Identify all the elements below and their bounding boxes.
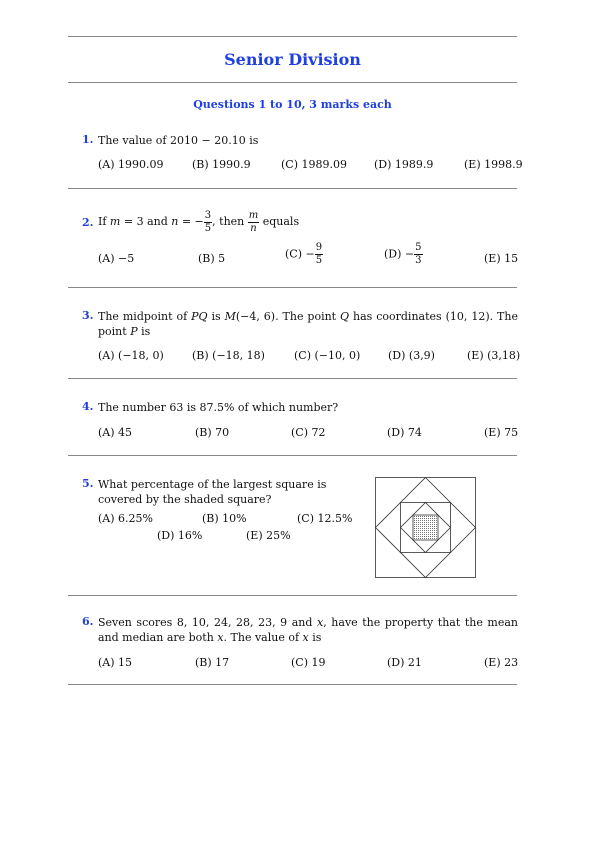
question-3-option-c: (C) (−10, 0) [294, 349, 361, 362]
question-1-option-b: (B) 1990.9 [192, 158, 251, 171]
question-5-option-a: (A) 6.25% [98, 512, 153, 525]
question-2-option-c: (C) − $\frac{9}{5}$ [285, 242, 323, 266]
question-3-option-e: (E) (3,18) [467, 349, 521, 362]
divider-4 [68, 455, 517, 456]
top-rule [68, 36, 517, 37]
fraction-m-over-n: $\frac{m}{n}$ [248, 209, 259, 234]
question-6-option-e: (E) 23 [484, 656, 519, 669]
question-5-text: What percentage of the largest square is covered by the shaded square? [98, 478, 327, 506]
question-4-number: 4. [82, 400, 94, 413]
fraction-3-over-5: $\frac{3}{5}$ [204, 209, 212, 234]
question-2-option-b: (B) 5 [198, 252, 226, 265]
question-4-option-d: (D) 74 [387, 426, 422, 439]
divider-6 [68, 684, 517, 685]
question-6-option-d: (D) 21 [387, 656, 422, 669]
question-6-option-c: (C) 19 [291, 656, 326, 669]
shaded-square [413, 515, 438, 540]
question-3-text: The midpoint of PQ is M(−4, 6). The point Q has coordinates (10, 12). The point P is [98, 310, 518, 338]
question-2-option-d: (D) − $\frac{5}{3}$ [384, 242, 422, 266]
question-6-number: 6. [82, 615, 94, 628]
question-3-number: 3. [82, 309, 94, 322]
question-1-option-e: (E) 1998.9 [464, 158, 523, 171]
divider-3 [68, 378, 517, 379]
question-1-option-c: (C) 1989.09 [281, 158, 347, 171]
question-6-text: Seven scores 8, 10, 24, 28, 23, 9 and x, have the property that the mean and median are both x. The value of x is [98, 616, 518, 644]
question-6-option-b: (B) 17 [195, 656, 230, 669]
question-1-number: 1. [82, 133, 94, 146]
question-5-option-c: (C) 12.5% [297, 512, 353, 525]
question-1-option-d: (D) 1989.9 [374, 158, 434, 171]
question-3-option-d: (D) (3,9) [388, 349, 435, 362]
question-5-option-d: (D) 16% [157, 529, 203, 542]
divider-2 [68, 287, 517, 288]
question-3-option-b: (B) (−18, 18) [192, 349, 265, 362]
page-title: Senior Division [224, 50, 361, 69]
question-2-option-a: (A) −5 [98, 252, 135, 265]
nested-squares-figure [374, 476, 478, 580]
divider-5 [68, 595, 517, 596]
divider-1 [68, 188, 517, 189]
question-2-text: If m = 3 and n = − $\frac{3}{5}$ , then $\frac{m}{n}$ equals [98, 209, 300, 234]
section-subtitle: Questions 1 to 10, 3 marks each [193, 98, 392, 111]
question-5-number: 5. [82, 477, 94, 490]
question-5-option-b: (B) 10% [202, 512, 247, 525]
question-5-option-e: (E) 25% [246, 529, 291, 542]
question-2-option-e: (E) 15 [484, 252, 519, 265]
question-1-option-a: (A) 1990.09 [98, 158, 164, 171]
question-4-option-a: (A) 45 [98, 426, 133, 439]
question-4-option-b: (B) 70 [195, 426, 230, 439]
question-1-text: The value of 2010 − 20.10 is [98, 134, 259, 147]
question-3-option-a: (A) (−18, 0) [98, 349, 164, 362]
question-6-option-a: (A) 15 [98, 656, 133, 669]
question-4-option-c: (C) 72 [291, 426, 326, 439]
question-4-text: The number 63 is 87.5% of which number? [98, 401, 339, 414]
title-rule [68, 82, 517, 83]
question-4-option-e: (E) 75 [484, 426, 519, 439]
question-2-number: 2. [82, 216, 94, 229]
